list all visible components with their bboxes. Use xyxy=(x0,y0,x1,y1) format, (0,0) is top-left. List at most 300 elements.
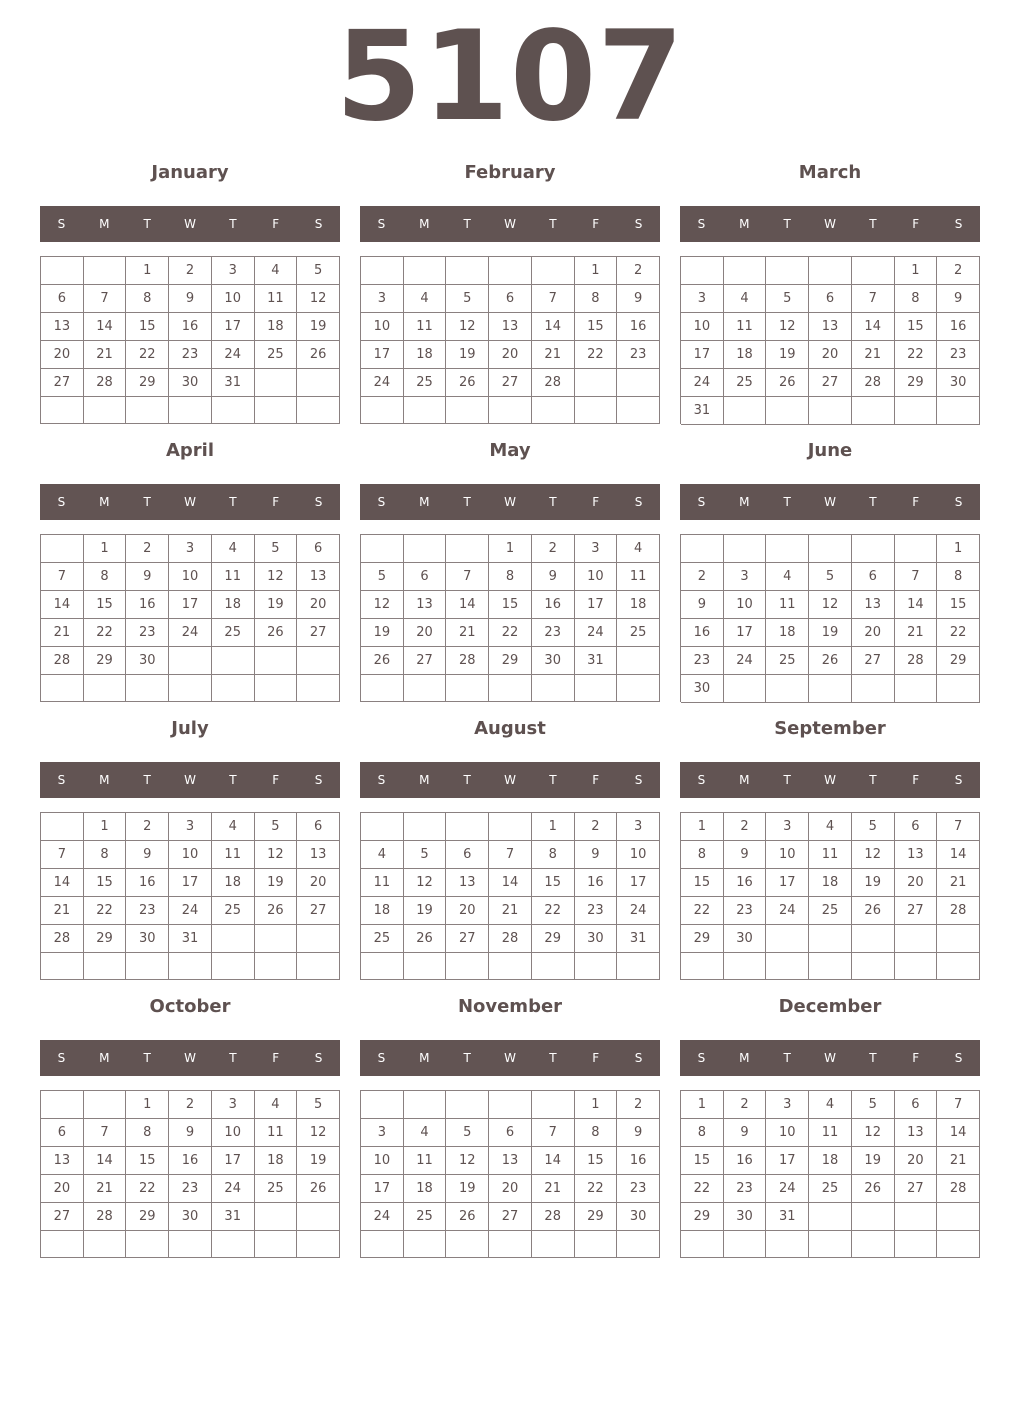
day-cell[interactable]: 4 xyxy=(255,1091,298,1119)
day-cell[interactable]: 15 xyxy=(575,313,618,341)
day-cell[interactable]: 5 xyxy=(446,285,489,313)
day-cell[interactable]: 13 xyxy=(41,1147,84,1175)
day-cell[interactable]: 4 xyxy=(766,563,809,591)
day-cell[interactable]: 29 xyxy=(895,369,938,397)
day-cell[interactable]: 14 xyxy=(446,591,489,619)
day-cell[interactable]: 22 xyxy=(937,619,980,647)
day-cell[interactable]: 26 xyxy=(852,1175,895,1203)
day-cell[interactable]: 20 xyxy=(809,341,852,369)
day-cell[interactable]: 2 xyxy=(169,1091,212,1119)
day-cell[interactable]: 31 xyxy=(212,1203,255,1231)
day-cell[interactable]: 24 xyxy=(724,647,767,675)
day-cell[interactable]: 5 xyxy=(255,813,298,841)
day-cell[interactable]: 22 xyxy=(126,341,169,369)
day-cell[interactable]: 24 xyxy=(766,897,809,925)
day-cell[interactable]: 5 xyxy=(852,1091,895,1119)
day-cell[interactable]: 13 xyxy=(895,1119,938,1147)
day-cell[interactable]: 11 xyxy=(766,591,809,619)
day-cell[interactable]: 15 xyxy=(681,1147,724,1175)
day-cell[interactable]: 30 xyxy=(169,369,212,397)
day-cell[interactable]: 25 xyxy=(404,1203,447,1231)
day-cell[interactable]: 24 xyxy=(617,897,660,925)
day-cell[interactable]: 2 xyxy=(681,563,724,591)
day-cell[interactable]: 23 xyxy=(169,1175,212,1203)
day-cell[interactable]: 6 xyxy=(895,1091,938,1119)
day-cell[interactable]: 21 xyxy=(84,341,127,369)
day-cell[interactable]: 19 xyxy=(446,1175,489,1203)
day-cell[interactable]: 3 xyxy=(766,1091,809,1119)
day-cell[interactable]: 17 xyxy=(169,591,212,619)
day-cell[interactable]: 26 xyxy=(255,619,298,647)
day-cell[interactable]: 9 xyxy=(126,841,169,869)
day-cell[interactable]: 11 xyxy=(255,1119,298,1147)
day-cell[interactable]: 25 xyxy=(617,619,660,647)
day-cell[interactable]: 2 xyxy=(617,1091,660,1119)
day-cell[interactable]: 20 xyxy=(895,869,938,897)
day-cell[interactable]: 12 xyxy=(404,869,447,897)
day-cell[interactable]: 29 xyxy=(937,647,980,675)
day-cell[interactable]: 7 xyxy=(852,285,895,313)
day-cell[interactable]: 29 xyxy=(489,647,532,675)
day-cell[interactable]: 19 xyxy=(255,591,298,619)
day-cell[interactable]: 14 xyxy=(532,1147,575,1175)
day-cell[interactable]: 19 xyxy=(361,619,404,647)
day-cell[interactable]: 14 xyxy=(895,591,938,619)
day-cell[interactable]: 4 xyxy=(617,535,660,563)
day-cell[interactable]: 1 xyxy=(126,257,169,285)
day-cell[interactable]: 7 xyxy=(532,285,575,313)
day-cell[interactable]: 14 xyxy=(937,841,980,869)
day-cell[interactable]: 9 xyxy=(724,841,767,869)
day-cell[interactable]: 19 xyxy=(255,869,298,897)
day-cell[interactable]: 19 xyxy=(809,619,852,647)
day-cell[interactable]: 22 xyxy=(575,341,618,369)
day-cell[interactable]: 4 xyxy=(404,1119,447,1147)
day-cell[interactable]: 14 xyxy=(852,313,895,341)
day-cell[interactable]: 12 xyxy=(446,1147,489,1175)
day-cell[interactable]: 12 xyxy=(297,285,340,313)
day-cell[interactable]: 21 xyxy=(532,1175,575,1203)
day-cell[interactable]: 24 xyxy=(361,369,404,397)
day-cell[interactable]: 19 xyxy=(404,897,447,925)
day-cell[interactable]: 8 xyxy=(895,285,938,313)
day-cell[interactable]: 27 xyxy=(41,1203,84,1231)
day-cell[interactable]: 10 xyxy=(575,563,618,591)
day-cell[interactable]: 23 xyxy=(532,619,575,647)
day-cell[interactable]: 8 xyxy=(575,285,618,313)
day-cell[interactable]: 6 xyxy=(489,1119,532,1147)
day-cell[interactable]: 2 xyxy=(617,257,660,285)
day-cell[interactable]: 20 xyxy=(895,1147,938,1175)
day-cell[interactable]: 3 xyxy=(169,535,212,563)
day-cell[interactable]: 25 xyxy=(361,925,404,953)
day-cell[interactable]: 1 xyxy=(895,257,938,285)
day-cell[interactable]: 1 xyxy=(681,813,724,841)
day-cell[interactable]: 15 xyxy=(681,869,724,897)
day-cell[interactable]: 12 xyxy=(446,313,489,341)
day-cell[interactable]: 29 xyxy=(575,1203,618,1231)
day-cell[interactable]: 29 xyxy=(681,925,724,953)
day-cell[interactable]: 22 xyxy=(575,1175,618,1203)
day-cell[interactable]: 14 xyxy=(84,313,127,341)
day-cell[interactable]: 29 xyxy=(681,1203,724,1231)
day-cell[interactable]: 31 xyxy=(766,1203,809,1231)
day-cell[interactable]: 29 xyxy=(126,369,169,397)
day-cell[interactable]: 21 xyxy=(852,341,895,369)
day-cell[interactable]: 1 xyxy=(681,1091,724,1119)
day-cell[interactable]: 16 xyxy=(724,869,767,897)
day-cell[interactable]: 1 xyxy=(84,813,127,841)
day-cell[interactable]: 10 xyxy=(361,313,404,341)
day-cell[interactable]: 13 xyxy=(895,841,938,869)
day-cell[interactable]: 3 xyxy=(724,563,767,591)
day-cell[interactable]: 5 xyxy=(361,563,404,591)
day-cell[interactable]: 7 xyxy=(937,1091,980,1119)
day-cell[interactable]: 25 xyxy=(255,1175,298,1203)
day-cell[interactable]: 13 xyxy=(489,1147,532,1175)
day-cell[interactable]: 8 xyxy=(937,563,980,591)
day-cell[interactable]: 23 xyxy=(126,897,169,925)
day-cell[interactable]: 16 xyxy=(681,619,724,647)
day-cell[interactable]: 8 xyxy=(84,563,127,591)
day-cell[interactable]: 24 xyxy=(575,619,618,647)
day-cell[interactable]: 25 xyxy=(255,341,298,369)
day-cell[interactable]: 23 xyxy=(617,1175,660,1203)
day-cell[interactable]: 21 xyxy=(446,619,489,647)
day-cell[interactable]: 28 xyxy=(852,369,895,397)
day-cell[interactable]: 15 xyxy=(937,591,980,619)
day-cell[interactable]: 9 xyxy=(724,1119,767,1147)
day-cell[interactable]: 23 xyxy=(169,341,212,369)
day-cell[interactable]: 31 xyxy=(681,397,724,425)
day-cell[interactable]: 5 xyxy=(852,813,895,841)
day-cell[interactable]: 8 xyxy=(681,841,724,869)
day-cell[interactable]: 25 xyxy=(212,897,255,925)
day-cell[interactable]: 4 xyxy=(212,813,255,841)
day-cell[interactable]: 6 xyxy=(297,535,340,563)
day-cell[interactable]: 2 xyxy=(169,257,212,285)
day-cell[interactable]: 17 xyxy=(169,869,212,897)
day-cell[interactable]: 11 xyxy=(212,563,255,591)
day-cell[interactable]: 8 xyxy=(575,1119,618,1147)
day-cell[interactable]: 26 xyxy=(297,1175,340,1203)
day-cell[interactable]: 1 xyxy=(84,535,127,563)
day-cell[interactable]: 18 xyxy=(212,869,255,897)
day-cell[interactable]: 14 xyxy=(489,869,532,897)
day-cell[interactable]: 27 xyxy=(41,369,84,397)
day-cell[interactable]: 6 xyxy=(809,285,852,313)
day-cell[interactable]: 7 xyxy=(489,841,532,869)
day-cell[interactable]: 12 xyxy=(809,591,852,619)
day-cell[interactable]: 22 xyxy=(681,1175,724,1203)
day-cell[interactable]: 21 xyxy=(532,341,575,369)
day-cell[interactable]: 28 xyxy=(446,647,489,675)
day-cell[interactable]: 11 xyxy=(361,869,404,897)
day-cell[interactable]: 9 xyxy=(937,285,980,313)
day-cell[interactable]: 27 xyxy=(852,647,895,675)
day-cell[interactable]: 26 xyxy=(255,897,298,925)
day-cell[interactable]: 5 xyxy=(404,841,447,869)
day-cell[interactable]: 11 xyxy=(809,1119,852,1147)
day-cell[interactable]: 27 xyxy=(489,1203,532,1231)
day-cell[interactable]: 17 xyxy=(575,591,618,619)
day-cell[interactable]: 26 xyxy=(297,341,340,369)
day-cell[interactable]: 23 xyxy=(724,897,767,925)
day-cell[interactable]: 6 xyxy=(404,563,447,591)
day-cell[interactable]: 1 xyxy=(937,535,980,563)
day-cell[interactable]: 27 xyxy=(895,1175,938,1203)
day-cell[interactable]: 16 xyxy=(532,591,575,619)
day-cell[interactable]: 7 xyxy=(84,1119,127,1147)
day-cell[interactable]: 6 xyxy=(852,563,895,591)
day-cell[interactable]: 24 xyxy=(212,341,255,369)
day-cell[interactable]: 27 xyxy=(297,619,340,647)
day-cell[interactable]: 12 xyxy=(255,563,298,591)
day-cell[interactable]: 25 xyxy=(809,897,852,925)
day-cell[interactable]: 10 xyxy=(766,841,809,869)
day-cell[interactable]: 31 xyxy=(575,647,618,675)
day-cell[interactable]: 22 xyxy=(489,619,532,647)
day-cell[interactable]: 6 xyxy=(41,285,84,313)
day-cell[interactable]: 17 xyxy=(724,619,767,647)
day-cell[interactable]: 12 xyxy=(255,841,298,869)
day-cell[interactable]: 16 xyxy=(617,1147,660,1175)
day-cell[interactable]: 8 xyxy=(489,563,532,591)
day-cell[interactable]: 14 xyxy=(41,591,84,619)
day-cell[interactable]: 30 xyxy=(169,1203,212,1231)
day-cell[interactable]: 22 xyxy=(681,897,724,925)
day-cell[interactable]: 13 xyxy=(489,313,532,341)
day-cell[interactable]: 9 xyxy=(617,285,660,313)
day-cell[interactable]: 6 xyxy=(41,1119,84,1147)
day-cell[interactable]: 29 xyxy=(532,925,575,953)
day-cell[interactable]: 3 xyxy=(575,535,618,563)
day-cell[interactable]: 14 xyxy=(41,869,84,897)
day-cell[interactable]: 13 xyxy=(404,591,447,619)
day-cell[interactable]: 15 xyxy=(126,313,169,341)
day-cell[interactable]: 18 xyxy=(724,341,767,369)
day-cell[interactable]: 28 xyxy=(532,369,575,397)
day-cell[interactable]: 25 xyxy=(766,647,809,675)
day-cell[interactable]: 28 xyxy=(84,369,127,397)
day-cell[interactable]: 18 xyxy=(404,1175,447,1203)
day-cell[interactable]: 2 xyxy=(532,535,575,563)
day-cell[interactable]: 16 xyxy=(126,591,169,619)
day-cell[interactable]: 8 xyxy=(532,841,575,869)
day-cell[interactable]: 22 xyxy=(895,341,938,369)
day-cell[interactable]: 14 xyxy=(937,1119,980,1147)
day-cell[interactable]: 30 xyxy=(532,647,575,675)
day-cell[interactable]: 10 xyxy=(212,285,255,313)
day-cell[interactable]: 13 xyxy=(852,591,895,619)
day-cell[interactable]: 27 xyxy=(404,647,447,675)
day-cell[interactable]: 8 xyxy=(126,1119,169,1147)
day-cell[interactable]: 30 xyxy=(681,675,724,703)
day-cell[interactable]: 2 xyxy=(126,535,169,563)
day-cell[interactable]: 15 xyxy=(575,1147,618,1175)
day-cell[interactable]: 28 xyxy=(532,1203,575,1231)
day-cell[interactable]: 16 xyxy=(169,313,212,341)
day-cell[interactable]: 24 xyxy=(212,1175,255,1203)
day-cell[interactable]: 7 xyxy=(446,563,489,591)
day-cell[interactable]: 13 xyxy=(41,313,84,341)
day-cell[interactable]: 2 xyxy=(724,1091,767,1119)
day-cell[interactable]: 6 xyxy=(297,813,340,841)
day-cell[interactable]: 21 xyxy=(895,619,938,647)
day-cell[interactable]: 15 xyxy=(489,591,532,619)
day-cell[interactable]: 2 xyxy=(575,813,618,841)
day-cell[interactable]: 20 xyxy=(404,619,447,647)
day-cell[interactable]: 12 xyxy=(361,591,404,619)
day-cell[interactable]: 22 xyxy=(126,1175,169,1203)
day-cell[interactable]: 28 xyxy=(937,1175,980,1203)
day-cell[interactable]: 18 xyxy=(809,1147,852,1175)
day-cell[interactable]: 21 xyxy=(937,869,980,897)
day-cell[interactable]: 20 xyxy=(489,1175,532,1203)
day-cell[interactable]: 6 xyxy=(489,285,532,313)
day-cell[interactable]: 10 xyxy=(212,1119,255,1147)
day-cell[interactable]: 3 xyxy=(361,1119,404,1147)
day-cell[interactable]: 15 xyxy=(126,1147,169,1175)
day-cell[interactable]: 22 xyxy=(84,619,127,647)
day-cell[interactable]: 15 xyxy=(532,869,575,897)
day-cell[interactable]: 20 xyxy=(41,1175,84,1203)
day-cell[interactable]: 19 xyxy=(852,869,895,897)
day-cell[interactable]: 24 xyxy=(361,1203,404,1231)
day-cell[interactable]: 16 xyxy=(617,313,660,341)
day-cell[interactable]: 18 xyxy=(809,869,852,897)
day-cell[interactable]: 15 xyxy=(84,591,127,619)
day-cell[interactable]: 4 xyxy=(212,535,255,563)
day-cell[interactable]: 10 xyxy=(724,591,767,619)
day-cell[interactable]: 4 xyxy=(809,813,852,841)
day-cell[interactable]: 10 xyxy=(617,841,660,869)
day-cell[interactable]: 30 xyxy=(617,1203,660,1231)
day-cell[interactable]: 16 xyxy=(575,869,618,897)
day-cell[interactable]: 24 xyxy=(681,369,724,397)
day-cell[interactable]: 17 xyxy=(361,341,404,369)
day-cell[interactable]: 30 xyxy=(126,647,169,675)
day-cell[interactable]: 17 xyxy=(617,869,660,897)
day-cell[interactable]: 9 xyxy=(126,563,169,591)
day-cell[interactable]: 11 xyxy=(255,285,298,313)
day-cell[interactable]: 16 xyxy=(937,313,980,341)
day-cell[interactable]: 17 xyxy=(212,313,255,341)
day-cell[interactable]: 27 xyxy=(446,925,489,953)
day-cell[interactable]: 2 xyxy=(724,813,767,841)
day-cell[interactable]: 27 xyxy=(489,369,532,397)
day-cell[interactable]: 19 xyxy=(297,313,340,341)
day-cell[interactable]: 8 xyxy=(681,1119,724,1147)
day-cell[interactable]: 3 xyxy=(617,813,660,841)
day-cell[interactable]: 18 xyxy=(617,591,660,619)
day-cell[interactable]: 12 xyxy=(766,313,809,341)
day-cell[interactable]: 18 xyxy=(404,341,447,369)
day-cell[interactable]: 10 xyxy=(766,1119,809,1147)
day-cell[interactable]: 5 xyxy=(297,257,340,285)
day-cell[interactable]: 26 xyxy=(446,369,489,397)
day-cell[interactable]: 25 xyxy=(404,369,447,397)
day-cell[interactable]: 28 xyxy=(84,1203,127,1231)
day-cell[interactable]: 4 xyxy=(255,257,298,285)
day-cell[interactable]: 16 xyxy=(126,869,169,897)
day-cell[interactable]: 26 xyxy=(404,925,447,953)
day-cell[interactable]: 19 xyxy=(297,1147,340,1175)
day-cell[interactable]: 13 xyxy=(297,563,340,591)
day-cell[interactable]: 8 xyxy=(84,841,127,869)
day-cell[interactable]: 31 xyxy=(212,369,255,397)
day-cell[interactable]: 28 xyxy=(895,647,938,675)
day-cell[interactable]: 10 xyxy=(169,841,212,869)
day-cell[interactable]: 4 xyxy=(809,1091,852,1119)
day-cell[interactable]: 28 xyxy=(489,925,532,953)
day-cell[interactable]: 25 xyxy=(212,619,255,647)
day-cell[interactable]: 21 xyxy=(41,619,84,647)
day-cell[interactable]: 10 xyxy=(361,1147,404,1175)
day-cell[interactable]: 23 xyxy=(126,619,169,647)
day-cell[interactable]: 21 xyxy=(937,1147,980,1175)
day-cell[interactable]: 21 xyxy=(41,897,84,925)
day-cell[interactable]: 7 xyxy=(84,285,127,313)
day-cell[interactable]: 12 xyxy=(297,1119,340,1147)
day-cell[interactable]: 18 xyxy=(766,619,809,647)
day-cell[interactable]: 16 xyxy=(169,1147,212,1175)
day-cell[interactable]: 28 xyxy=(937,897,980,925)
day-cell[interactable]: 18 xyxy=(361,897,404,925)
day-cell[interactable]: 1 xyxy=(489,535,532,563)
day-cell[interactable]: 29 xyxy=(126,1203,169,1231)
day-cell[interactable]: 1 xyxy=(532,813,575,841)
day-cell[interactable]: 9 xyxy=(575,841,618,869)
day-cell[interactable]: 23 xyxy=(937,341,980,369)
day-cell[interactable]: 18 xyxy=(255,1147,298,1175)
day-cell[interactable]: 5 xyxy=(446,1119,489,1147)
day-cell[interactable]: 2 xyxy=(126,813,169,841)
day-cell[interactable]: 20 xyxy=(852,619,895,647)
day-cell[interactable]: 27 xyxy=(297,897,340,925)
day-cell[interactable]: 28 xyxy=(41,925,84,953)
day-cell[interactable]: 7 xyxy=(41,841,84,869)
day-cell[interactable]: 18 xyxy=(255,313,298,341)
day-cell[interactable]: 17 xyxy=(681,341,724,369)
day-cell[interactable]: 25 xyxy=(809,1175,852,1203)
day-cell[interactable]: 6 xyxy=(895,813,938,841)
day-cell[interactable]: 3 xyxy=(361,285,404,313)
day-cell[interactable]: 5 xyxy=(297,1091,340,1119)
day-cell[interactable]: 17 xyxy=(766,1147,809,1175)
day-cell[interactable]: 26 xyxy=(852,897,895,925)
day-cell[interactable]: 13 xyxy=(809,313,852,341)
day-cell[interactable]: 23 xyxy=(681,647,724,675)
day-cell[interactable]: 21 xyxy=(489,897,532,925)
day-cell[interactable]: 5 xyxy=(809,563,852,591)
day-cell[interactable]: 10 xyxy=(681,313,724,341)
day-cell[interactable]: 15 xyxy=(895,313,938,341)
day-cell[interactable]: 24 xyxy=(169,619,212,647)
day-cell[interactable]: 9 xyxy=(617,1119,660,1147)
day-cell[interactable]: 31 xyxy=(169,925,212,953)
day-cell[interactable]: 19 xyxy=(446,341,489,369)
day-cell[interactable]: 24 xyxy=(169,897,212,925)
day-cell[interactable]: 30 xyxy=(126,925,169,953)
day-cell[interactable]: 3 xyxy=(681,285,724,313)
day-cell[interactable]: 29 xyxy=(84,647,127,675)
day-cell[interactable]: 28 xyxy=(41,647,84,675)
day-cell[interactable]: 9 xyxy=(169,285,212,313)
day-cell[interactable]: 11 xyxy=(404,1147,447,1175)
day-cell[interactable]: 11 xyxy=(809,841,852,869)
day-cell[interactable]: 22 xyxy=(532,897,575,925)
